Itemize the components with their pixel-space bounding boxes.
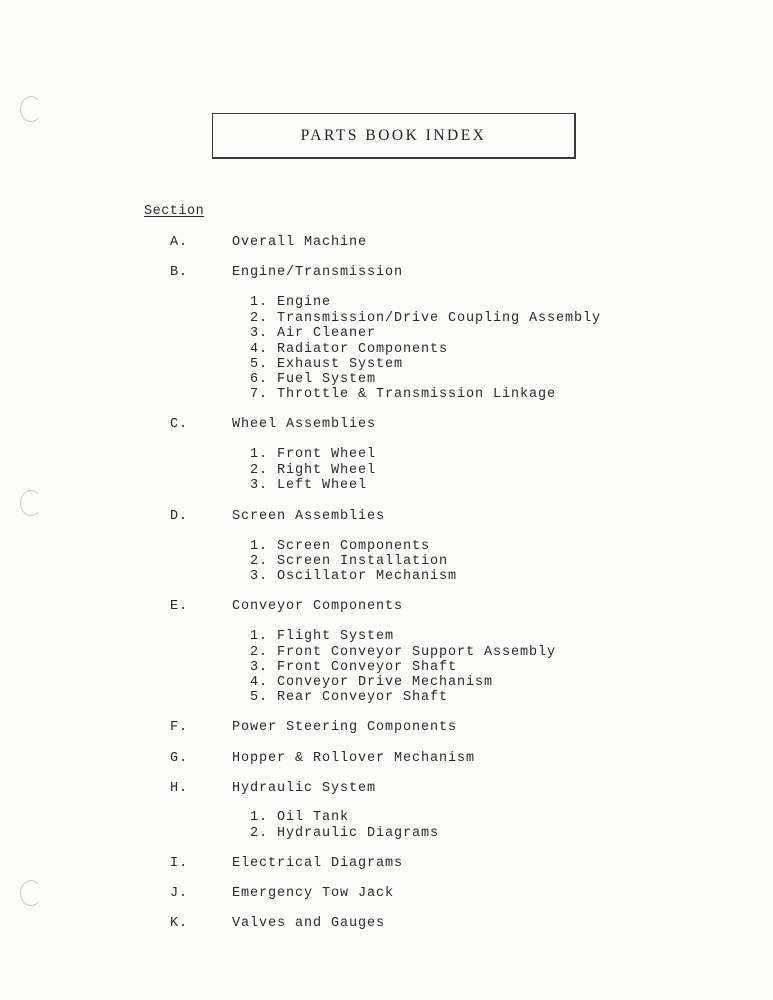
section-name: Engine/Transmission (232, 265, 404, 280)
subsection-item: 4. Conveyor Drive Mechanism (250, 675, 494, 690)
subsection-item: 7. Throttle & Transmission Linkage (250, 387, 557, 402)
section-letter: H. (170, 781, 189, 796)
subsection-item: 2. Right Wheel (250, 463, 377, 478)
section-name: Wheel Assemblies (232, 417, 377, 432)
binder-hole-bottom (20, 880, 42, 906)
section-letter: D. (170, 509, 189, 524)
subsection-item: 3. Front Conveyor Shaft (250, 660, 458, 675)
section-heading: Section (144, 204, 205, 219)
section-name: Valves and Gauges (232, 916, 386, 931)
subsection-item: 2. Hydraulic Diagrams (250, 826, 440, 841)
section-letter: J. (170, 886, 189, 901)
section-letter: G. (170, 751, 189, 766)
subsection-item: 3. Oscillator Mechanism (250, 569, 458, 584)
section-name: Hopper & Rollover Mechanism (232, 751, 476, 766)
binder-hole-middle (20, 490, 42, 516)
section-name: Electrical Diagrams (232, 856, 404, 871)
section-letter: F. (170, 720, 189, 735)
section-letter: C. (170, 417, 189, 432)
section-letter: K. (170, 916, 189, 931)
binder-hole-top (20, 96, 42, 122)
subsection-item: 5. Rear Conveyor Shaft (250, 690, 449, 705)
section-letter: I. (170, 856, 189, 871)
subsection-item: 6. Fuel System (250, 372, 377, 387)
subsection-item: 4. Radiator Components (250, 342, 449, 357)
subsection-item: 2. Screen Installation (250, 554, 449, 569)
subsection-item: 1. Screen Components (250, 539, 431, 554)
section-letter: A. (170, 235, 189, 250)
subsection-item: 1. Oil Tank (250, 810, 350, 825)
section-name: Power Steering Components (232, 720, 458, 735)
page-title: PARTS BOOK INDEX (300, 126, 487, 144)
section-name: Emergency Tow Jack (232, 886, 395, 901)
subsection-item: 1. Flight System (250, 629, 395, 644)
subsection-item: 1. Engine (250, 295, 332, 310)
subsection-item: 1. Front Wheel (250, 447, 377, 462)
subsection-item: 5. Exhaust System (250, 357, 404, 372)
subsection-item: 3. Left Wheel (250, 478, 368, 493)
section-name: Screen Assemblies (232, 509, 386, 524)
section-letter: E. (170, 599, 189, 614)
subsection-item: 3. Air Cleaner (250, 326, 377, 341)
subsection-item: 2. Front Conveyor Support Assembly (250, 645, 557, 660)
section-name: Overall Machine (232, 235, 368, 250)
title-box (212, 113, 576, 159)
subsection-item: 2. Transmission/Drive Coupling Assembly (250, 311, 602, 326)
section-name: Conveyor Components (232, 599, 404, 614)
section-letter: B. (170, 265, 189, 280)
section-name: Hydraulic System (232, 781, 377, 796)
